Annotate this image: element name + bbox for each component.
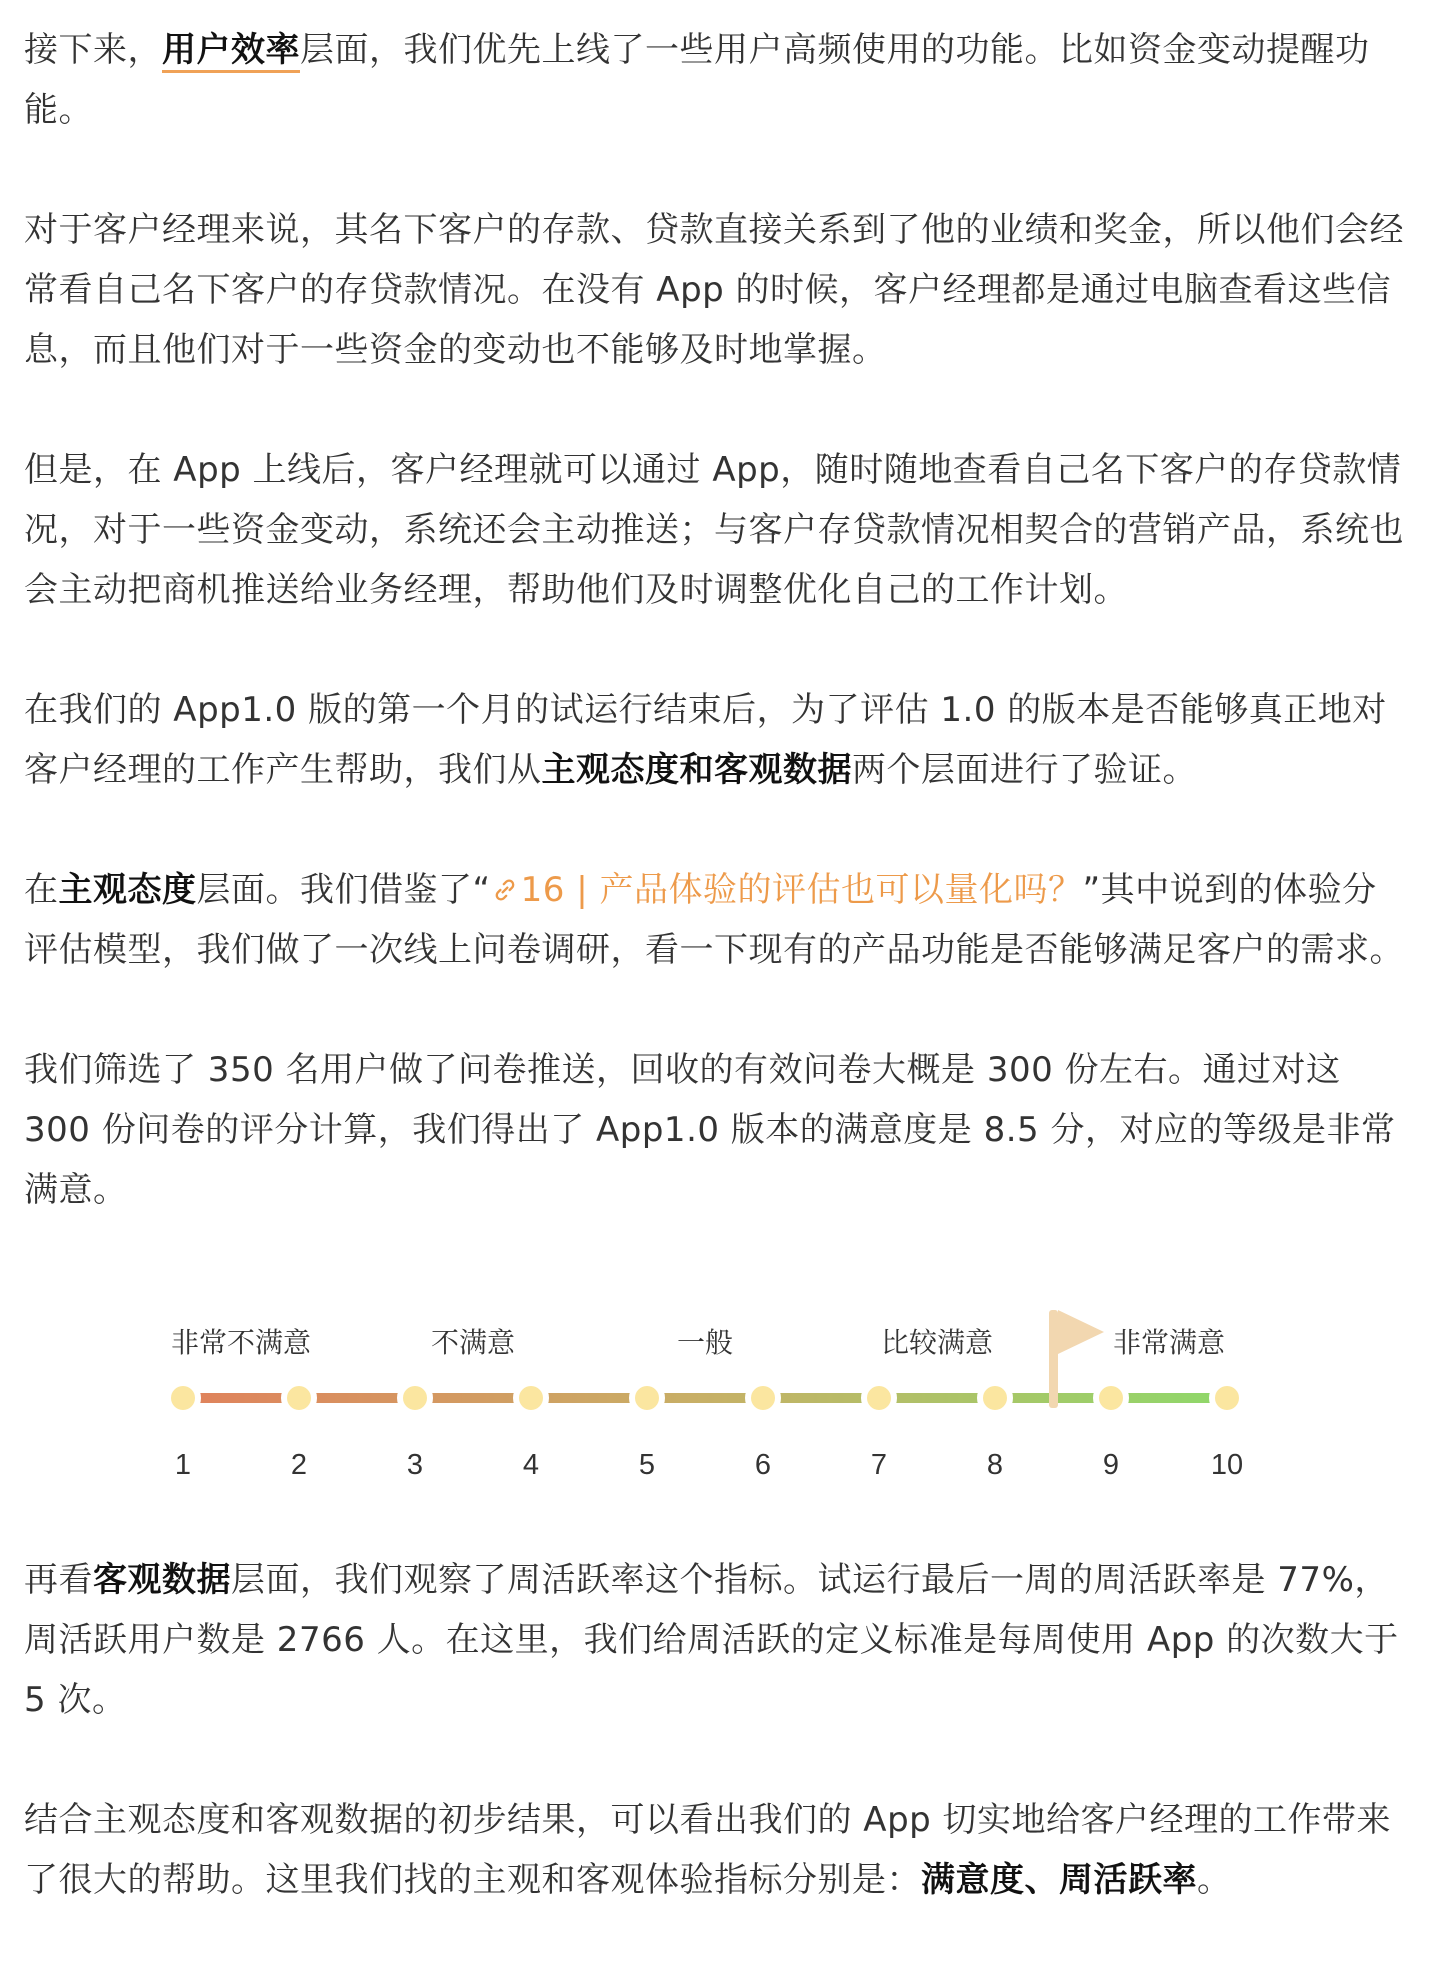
p1-text-post: 层面，我们优先上线了一些用户高频使用的功能。比如资金变动提醒功能。 [24,30,1370,130]
article-link[interactable] [491,870,1083,910]
flag-banner [1058,1310,1104,1354]
paragraph-subjective-attitude [24,860,1408,980]
bold-subjective-objective: 主观态度和客观数据 [541,750,852,790]
p4-text-post: 两个层面进行了验证。 [852,750,1197,790]
scale-dot [284,1383,314,1413]
paragraph-trial-evaluation [24,680,1408,800]
scale-dot [748,1383,778,1413]
article-body [24,20,1408,1970]
scale-level-label: 不满意 [430,1326,516,1359]
scale-dot [980,1383,1010,1413]
p7-text-post: 层面，我们观察了周活跃率这个指标。试运行最后一周的周活跃率是 77%，周活跃用户数是 2766 人。在这里，我们给周活跃的定义标准是每周使用 App 的次数大于 5 次。 [24,1560,1399,1720]
p8-text-post: 。 [1197,1860,1232,1900]
scale-dot [632,1383,662,1413]
scale-dot [864,1383,894,1413]
satisfaction-scale [0,1260,1432,1520]
paragraph-survey-result: 我们筛选了 350 名用户做了问卷推送，回收的有效问卷大概是 300 份左右。通过对这 300 份问卷的评分计算，我们得出了 App1.0 版本的满意度是 8.5 分，对应的等级是非常满意。 [24,1050,1396,1210]
p5-text-pre: 在 [24,870,59,910]
paragraph-objective-data [24,1550,1408,1730]
scale-tick-label: 8 [986,1449,1004,1481]
paragraph-account-manager: 对于客户经理来说，其名下客户的存款、贷款直接关系到了他的业绩和奖金，所以他们会经常看自己名下客户的存贷款情况。在没有 App 的时候，客户经理都是通过电脑查看这些信息，而且他们对于一些资金的变动也不能够及时地掌握。 [24,210,1404,370]
bold-metrics: 满意度、周活跃率 [921,1860,1197,1900]
scale-tick-label: 7 [870,1449,888,1481]
scale-tick-label: 4 [522,1449,540,1481]
p8-text-pre: 结合主观态度和客观数据的初步结果，可以看出我们的 App 切实地给客户经理的工作带来了很大的帮助。这里我们找的主观和客观体验指标分别是： [24,1800,1392,1900]
scale-tick-label: 6 [754,1449,772,1481]
p5-text-mid: 层面。我们借鉴了“ [196,870,491,910]
bold-subjective-attitude: 主观态度 [58,870,197,910]
p4-text-pre: 在我们的 App1.0 版的第一个月的试运行结束后，为了评估 1.0 的版本是否能够真正地对客户经理的工作产生帮助，我们从 [24,690,1387,790]
paragraph-conclusion [24,1790,1408,1910]
article-link-label: 16 | 产品体验的评估也可以量化吗？ [520,870,1083,910]
scale-track [183,1393,1227,1403]
scale-tick-label: 9 [1102,1449,1120,1481]
p7-text-pre: 再看 [24,1560,93,1600]
p1-text-pre: 接下来， [24,30,162,70]
scale-dot [168,1383,198,1413]
scale-tick-label: 5 [638,1449,656,1481]
scale-tick-label: 10 [1210,1449,1244,1481]
scale-level-label: 非常满意 [1112,1326,1226,1359]
scale-tick-label: 2 [290,1449,308,1481]
scale-dot [400,1383,430,1413]
paragraph-app-launch: 但是，在 App 上线后，客户经理就可以通过 App，随时随地查看自己名下客户的存贷款情况，对于一些资金变动，系统还会主动推送；与客户存贷款情况相契合的营销产品，系统也会主动把商机推送给业务经理，帮助他们及时调整优化自己的工作计划。 [24,450,1404,610]
scale-level-label: 非常不满意 [170,1326,312,1359]
scale-dot [1096,1383,1126,1413]
p5-text-post: ”其中说到的体验分评估模型，我们做了一次线上问卷调研，看一下现有的产品功能是否能够满足客户的需求。 [24,870,1404,970]
scale-tick-label: 3 [406,1449,424,1481]
link-icon [491,876,519,904]
flag-pole [1049,1310,1058,1408]
scale-level-label: 比较满意 [880,1326,994,1359]
scale-dot [1212,1383,1242,1413]
scale-level-label: 一般 [676,1326,734,1359]
paragraph-user-efficiency [24,20,1408,140]
bold-objective-data: 客观数据 [93,1560,231,1600]
scale-dot [516,1383,546,1413]
highlight-user-efficiency: 用户效率 [162,30,300,73]
scale-tick-label: 1 [174,1449,192,1481]
satisfaction-scale-graphic [0,1260,1432,1520]
